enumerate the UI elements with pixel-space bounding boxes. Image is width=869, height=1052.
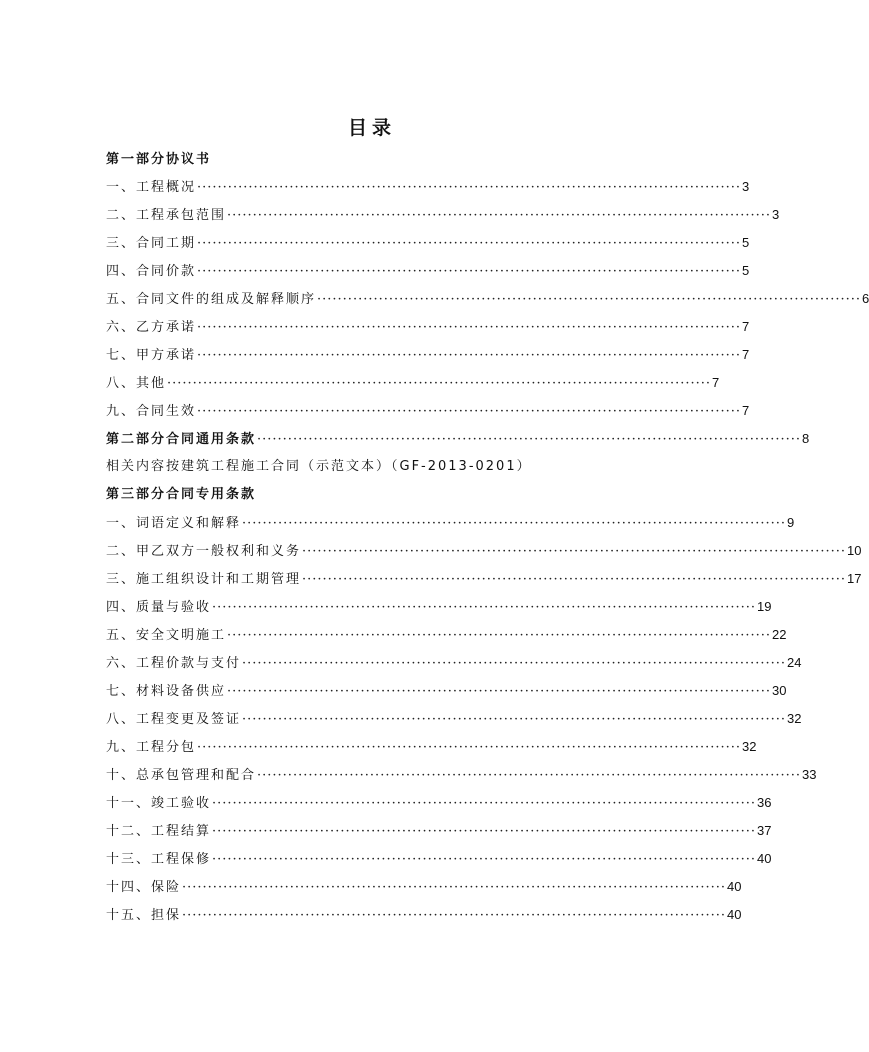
dot-leader: ··········································································································	[242, 656, 787, 671]
toc-entry-page: 6	[862, 291, 869, 306]
toc-entry-label: 九、合同生效	[106, 404, 197, 419]
toc-entry[interactable]	[106, 597, 772, 617]
toc-entry-label: 十二、工程结算	[106, 824, 212, 839]
toc-entry-page: 7	[742, 403, 750, 418]
toc-entry[interactable]	[106, 709, 802, 729]
toc-entry[interactable]	[106, 177, 750, 197]
toc-entry-page: 7	[742, 319, 750, 334]
toc-entry-label: 五、安全文明施工	[106, 628, 227, 643]
toc-entry[interactable]	[106, 877, 742, 897]
toc-entry[interactable]	[106, 205, 780, 225]
dot-leader: ··········································································································	[197, 404, 742, 419]
dot-leader: ··········································································································	[212, 796, 757, 811]
dot-leader: ··········································································································	[167, 376, 712, 391]
toc-entry-page: 10	[847, 543, 862, 558]
toc-entry[interactable]	[106, 345, 750, 365]
toc-entry[interactable]	[106, 821, 772, 841]
dot-leader: ··········································································································	[197, 180, 742, 195]
toc-entry-page: 36	[757, 795, 772, 810]
toc-entry-page: 30	[772, 683, 787, 698]
dot-leader: ··········································································································	[302, 544, 847, 559]
toc-entry-page: 9	[787, 515, 795, 530]
dot-leader: ··········································································································	[182, 880, 727, 895]
toc-entry-label: 八、工程变更及签证	[106, 712, 242, 727]
toc-entry-label: 七、甲方承诺	[106, 348, 197, 363]
dot-leader: ··········································································································	[257, 432, 802, 447]
dot-leader: ··········································································································	[197, 264, 742, 279]
toc-entry-label: 三、合同工期	[106, 236, 197, 251]
toc-entry-part2[interactable]	[106, 429, 810, 449]
dot-leader: ··········································································································	[212, 852, 757, 867]
toc-entry-label: 五、合同文件的组成及解释顺序	[106, 292, 317, 307]
part1-heading: 第一部分协议书	[106, 152, 212, 167]
toc-entry-label: 四、合同价款	[106, 264, 197, 279]
toc-entry-label: 三、施工组织设计和工期管理	[106, 572, 302, 587]
toc-entry-page: 40	[757, 851, 772, 866]
toc-entry-page: 5	[742, 235, 750, 250]
toc-entry[interactable]	[106, 765, 817, 785]
toc-entry[interactable]	[106, 793, 772, 813]
dot-leader: ··········································································································	[227, 628, 772, 643]
toc-entry-label: 一、词语定义和解释	[106, 516, 242, 531]
toc-entry[interactable]	[106, 317, 750, 337]
toc-entry-label: 六、乙方承诺	[106, 320, 197, 335]
toc-entry[interactable]	[106, 541, 862, 561]
part3-heading: 第三部分合同专用条款	[106, 487, 257, 502]
toc-entry[interactable]	[106, 681, 787, 701]
dot-leader: ··········································································································	[317, 292, 862, 307]
toc-entry-page: 37	[757, 823, 772, 838]
dot-leader: ··········································································································	[227, 208, 772, 223]
dot-leader: ··········································································································	[197, 320, 742, 335]
toc-entry[interactable]	[106, 849, 772, 869]
toc-entry-page: 24	[787, 655, 802, 670]
toc-entry-page: 32	[787, 711, 802, 726]
dot-leader: ··········································································································	[182, 908, 727, 923]
dot-leader: ··········································································································	[212, 824, 757, 839]
toc-entry-label: 一、工程概况	[106, 180, 197, 195]
toc-entry[interactable]	[106, 401, 750, 421]
toc-entry-label: 四、质量与验收	[106, 600, 212, 615]
dot-leader: ··········································································································	[197, 740, 742, 755]
toc-entry-label: 十四、保险	[106, 880, 182, 895]
toc-entry[interactable]	[106, 261, 750, 281]
toc-entry-label: 七、材料设备供应	[106, 684, 227, 699]
toc-entry-page: 40	[727, 907, 742, 922]
dot-leader: ··········································································································	[242, 712, 787, 727]
toc-entry-page: 3	[742, 179, 750, 194]
toc-entry-label: 十、总承包管理和配合	[106, 768, 257, 783]
toc-entry-page: 17	[847, 571, 862, 586]
toc-entry-label: 八、其他	[106, 376, 167, 391]
toc-entry-page: 32	[742, 739, 757, 754]
part2-note: 相关内容按建筑工程施工合同（示范文本）（GF-2013-0201）	[106, 459, 532, 474]
page-title: 目录	[347, 117, 396, 139]
toc-entry-page: 5	[742, 263, 750, 278]
toc-entry[interactable]	[106, 905, 742, 925]
toc-entry-label: 十五、担保	[106, 908, 182, 923]
toc-entry[interactable]	[106, 625, 787, 645]
toc-entry-label: 十三、工程保修	[106, 852, 212, 867]
toc-entry[interactable]	[106, 289, 869, 309]
toc-entry-page: 40	[727, 879, 742, 894]
toc-entry-page: 7	[742, 347, 750, 362]
dot-leader: ··········································································································	[257, 768, 802, 783]
toc-entry-label: 九、工程分包	[106, 740, 197, 755]
toc-entry-label: 二、工程承包范围	[106, 208, 227, 223]
toc-entry[interactable]	[106, 373, 720, 393]
toc-entry-label: 二、甲乙双方一般权利和义务	[106, 544, 302, 559]
toc-entry-page: 7	[712, 375, 720, 390]
toc-entry[interactable]	[106, 569, 862, 589]
part2-heading: 第二部分合同通用条款	[106, 432, 257, 447]
toc-entry-page: 3	[772, 207, 780, 222]
toc-entry[interactable]	[106, 653, 802, 673]
toc-entry-page: 33	[802, 767, 817, 782]
toc-entry-page: 19	[757, 599, 772, 614]
toc-entry-label: 六、工程价款与支付	[106, 656, 242, 671]
dot-leader: ··········································································································	[227, 684, 772, 699]
dot-leader: ··········································································································	[242, 516, 787, 531]
dot-leader: ··········································································································	[302, 572, 847, 587]
toc-entry-page: 22	[772, 627, 787, 642]
toc-entry-label: 十一、竣工验收	[106, 796, 212, 811]
toc-entry[interactable]	[106, 737, 757, 757]
toc-entry[interactable]	[106, 233, 750, 253]
dot-leader: ··········································································································	[197, 348, 742, 363]
toc-entry-page: 8	[802, 431, 810, 446]
dot-leader: ··········································································································	[212, 600, 757, 615]
toc-entry[interactable]	[106, 513, 795, 533]
dot-leader: ··········································································································	[197, 236, 742, 251]
